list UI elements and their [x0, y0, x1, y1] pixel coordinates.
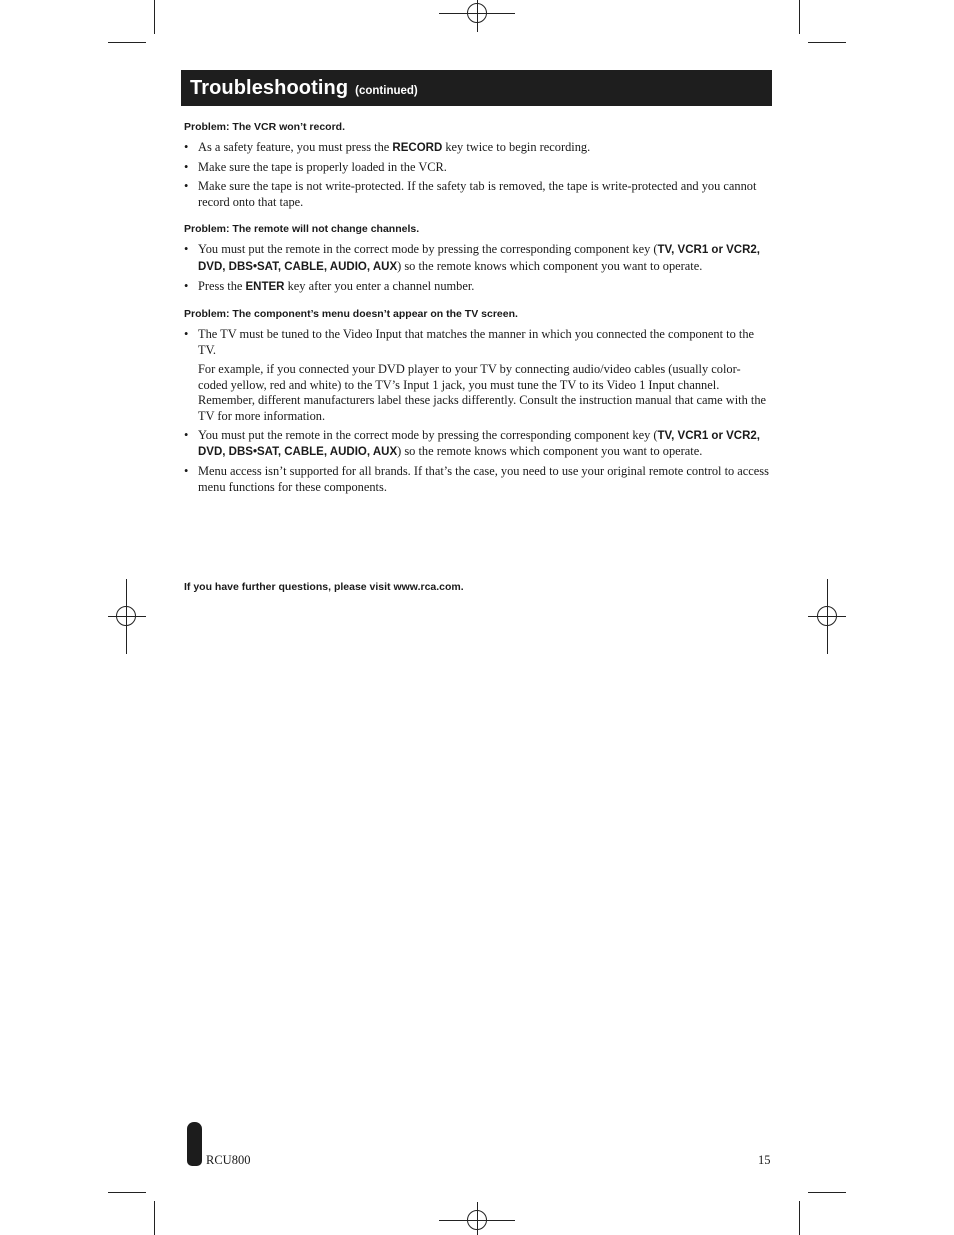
solution-item: • Make sure the tape is not write-protected. If the safety tab is removed, the tape is write-protected and you cannot record onto that tape.	[184, 179, 757, 209]
problem-heading: Problem: The remote will not change channels.	[184, 223, 420, 235]
bullet: •	[184, 427, 189, 442]
section-header	[181, 70, 772, 106]
crop-mark	[799, 1201, 800, 1235]
crop-mark	[808, 1192, 846, 1193]
crop-mark	[154, 0, 155, 34]
registration-circle	[467, 3, 487, 23]
remote-control-icon	[187, 1122, 202, 1166]
registration-circle	[817, 606, 837, 626]
troubleshooting-content	[184, 120, 769, 507]
crop-mark	[154, 1201, 155, 1235]
registration-circle	[467, 1210, 487, 1230]
bullet: •	[184, 242, 189, 256]
bullet: •	[184, 464, 189, 478]
solution-list	[184, 242, 769, 295]
model-number: RCU800	[206, 1153, 251, 1167]
website-note: If you have further questions, please visit www.rca.com.	[184, 581, 464, 593]
bullet: •	[184, 327, 189, 341]
key-name: ENTER	[245, 280, 285, 293]
crop-mark	[108, 1192, 146, 1193]
problem-section	[184, 120, 769, 210]
solution-item: • You must put the remote in the correct mode by pressing the corresponding component key (TV, VCR1 or VCR2, DVD, DBS•SAT, CABLE, AUDIO, AUX) so the remote knows which component you want to operate.	[184, 242, 760, 273]
problem-section	[184, 307, 769, 495]
page-title: Troubleshooting	[190, 76, 349, 99]
solution-item: • You must put the remote in the correct mode by pressing the corresponding component key (TV, VCR1 or VCR2, DVD, DBS•SAT, CABLE, AUDIO, AUX) so the remote knows which component you want to operate.	[184, 427, 760, 458]
solution-list	[184, 140, 769, 210]
problem-heading: Problem: The component’s menu doesn’t appear on the TV screen.	[184, 308, 518, 320]
crop-mark	[808, 42, 846, 43]
solution-item: • As a safety feature, you must press the RECORD key twice to begin recording.	[184, 140, 591, 154]
solution-item: • The TV must be tuned to the Video Input that matches the manner in which you connected the component to the TV. For example, if you connected your DVD player to your TV by connecting audio/video cables (usually color-coded yellow, red and white) to the TV’s Input 1 jack, you must tune the TV to its Video 1 Input channel. Remember, different manufacturers label these jacks differently. Consult the instruction manual that came with the TV for more information.	[184, 327, 769, 424]
solution-item: • Press the ENTER key after you enter a channel number.	[184, 278, 475, 293]
bullet: •	[184, 140, 189, 154]
problem-heading: Problem: The VCR won’t record.	[184, 121, 346, 133]
registration-circle	[116, 606, 136, 626]
crop-mark	[108, 42, 146, 43]
example-paragraph: For example, if you connected your DVD player to your TV by connecting audio/video cables (usually color-coded yellow, red and white) to the TV’s Input 1 jack, you must tune the TV to its Video 1 Input channel. Remember, different manufacturers label these jacks differently. Consult the instruction manual that came with the TV for more information.	[198, 362, 767, 423]
bullet: •	[184, 160, 189, 174]
key-name: RECORD	[392, 142, 443, 154]
key-name: TV, VCR1 or VCR2, DVD, DBS•SAT, CABLE, AUDIO, AUX	[198, 429, 760, 458]
page-number: 15	[758, 1153, 771, 1167]
crop-mark	[799, 0, 800, 34]
solution-item: • Make sure the tape is properly loaded in the VCR.	[184, 160, 447, 174]
bullet: •	[184, 179, 189, 193]
problem-section	[184, 222, 769, 295]
key-name: TV, VCR1 or VCR2, DVD, DBS•SAT, CABLE, AUDIO, AUX	[198, 244, 760, 273]
solution-list	[184, 327, 769, 495]
bullet: •	[184, 278, 189, 293]
solution-item: • Menu access isn’t supported for all brands. If that’s the case, you need to use your original remote control to access menu functions for these components.	[184, 464, 769, 494]
page-subtitle: (continued)	[355, 84, 418, 97]
